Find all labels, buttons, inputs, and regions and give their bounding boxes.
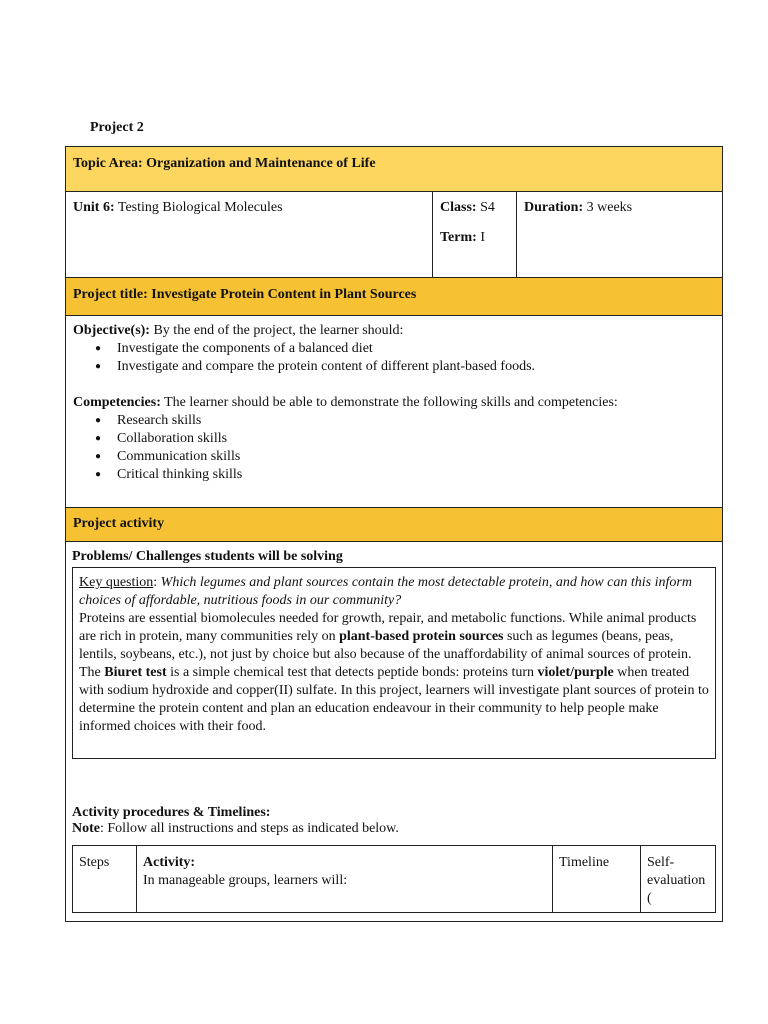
objectives-row	[66, 316, 722, 508]
competencies-list	[73, 412, 715, 484]
term-value: I	[480, 230, 485, 245]
duration-label: Duration:	[524, 200, 584, 215]
project-activity-heading: Project activity	[73, 516, 165, 531]
self-evaluation-header: Self-evaluation (	[641, 846, 716, 913]
term-label: Term:	[440, 230, 477, 245]
note-label: Note	[72, 821, 100, 836]
procedures-heading: Activity procedures & Timelines:	[72, 805, 271, 820]
key-question-text: Which legumes and plant sources contain the most detectable protein, and how can this inform choices of affordable, nutritious foods in our community?	[79, 575, 692, 608]
objectives-label: Objective(s):	[73, 323, 150, 338]
steps-table	[72, 845, 716, 913]
competency-item: ● Communication skills	[117, 448, 715, 466]
activity-label: Activity:	[143, 855, 196, 870]
class-label: Class:	[440, 200, 477, 215]
objective-item: ● Investigate and compare the protein content of different plant-based foods.	[117, 358, 715, 376]
key-question-label: Key question	[79, 575, 154, 590]
project-activity-row	[66, 508, 722, 542]
highlight-violet-purple: violet/purple	[537, 665, 614, 680]
steps-header: Steps	[73, 846, 137, 913]
procedures-note	[72, 821, 716, 837]
unit-row	[66, 192, 722, 278]
timeline-header: Timeline	[553, 846, 641, 913]
highlight-plant-protein: plant-based protein sources	[339, 629, 504, 644]
class-value: S4	[480, 200, 495, 215]
unit-cell	[66, 192, 433, 277]
objective-item: ● Investigate the components of a balanced diet	[117, 340, 715, 358]
unit-label: Unit 6:	[73, 200, 115, 215]
project-table	[65, 146, 723, 922]
table-row	[73, 846, 716, 913]
note-text: : Follow all instructions and steps as indicated below.	[100, 821, 399, 836]
highlight-biuret-test: Biuret test	[104, 665, 167, 680]
problems-heading: Problems/ Challenges students will be solving	[72, 549, 343, 564]
topic-area-text: Topic Area: Organization and Maintenance of Life	[73, 156, 376, 171]
problem-description: Proteins are essential biomolecules needed for growth, repair, and metabolic functions. While animal products are rich in protein, many communities rely on plant-based protein sources such as legumes (beans, peas, lentils, soybeans, etc.), not just by choice but also because of the unaffordability of animal sources of protein. The Biuret test is a simple chemical test that detects peptide bonds: proteins turn violet/purple when treated with sodium hydroxide and copper(II) sulfate. In this project, learners will investigate plant sources of protein to determine the protein content and plan an education endeavour in their community to help people make informed choices with their food.	[79, 611, 709, 734]
project-title-row	[66, 278, 722, 316]
objectives-list	[73, 340, 715, 376]
project-title: Project title: Investigate Protein Content in Plant Sources	[73, 287, 417, 302]
competencies-intro: The learner should be able to demonstrate the following skills and competencies:	[164, 395, 618, 410]
duration-cell	[517, 192, 722, 277]
project-label: Project 2	[90, 120, 144, 135]
topic-area-row	[66, 147, 722, 192]
competency-item: ● Critical thinking skills	[117, 466, 715, 484]
unit-value: Testing Biological Molecules	[117, 200, 283, 215]
competency-item: ● Research skills	[117, 412, 715, 430]
competencies-label: Competencies:	[73, 395, 161, 410]
key-question-box: Key question: Which legumes and plant sources contain the most detectable protein, and how can this inform choices of affordable, nutritious foods in our community? Proteins are essential biomolecules needed for growth, repair, and metabolic functions. While animal products are rich in protein, many communities rely on plant-based protein sources such as legumes (beans, peas, lentils, soybeans, etc.), not just by choice but also because of the unaffordability of animal sources of protein. The Biuret test is a simple chemical test that detects peptide bonds: proteins turn violet/purple when treated with sodium hydroxide and copper(II) sulfate. In this project, learners will investigate plant sources of protein to determine the protein content and plan an education endeavour in their community to help people make informed choices with their food.	[72, 567, 716, 759]
class-term-cell	[433, 192, 517, 277]
activity-text: In manageable groups, learners will:	[143, 873, 348, 888]
objectives-intro: By the end of the project, the learner should:	[153, 323, 404, 338]
problems-row	[66, 542, 722, 921]
duration-value: 3 weeks	[586, 200, 633, 215]
activity-header-cell	[137, 846, 553, 913]
competency-item: ● Collaboration skills	[117, 430, 715, 448]
